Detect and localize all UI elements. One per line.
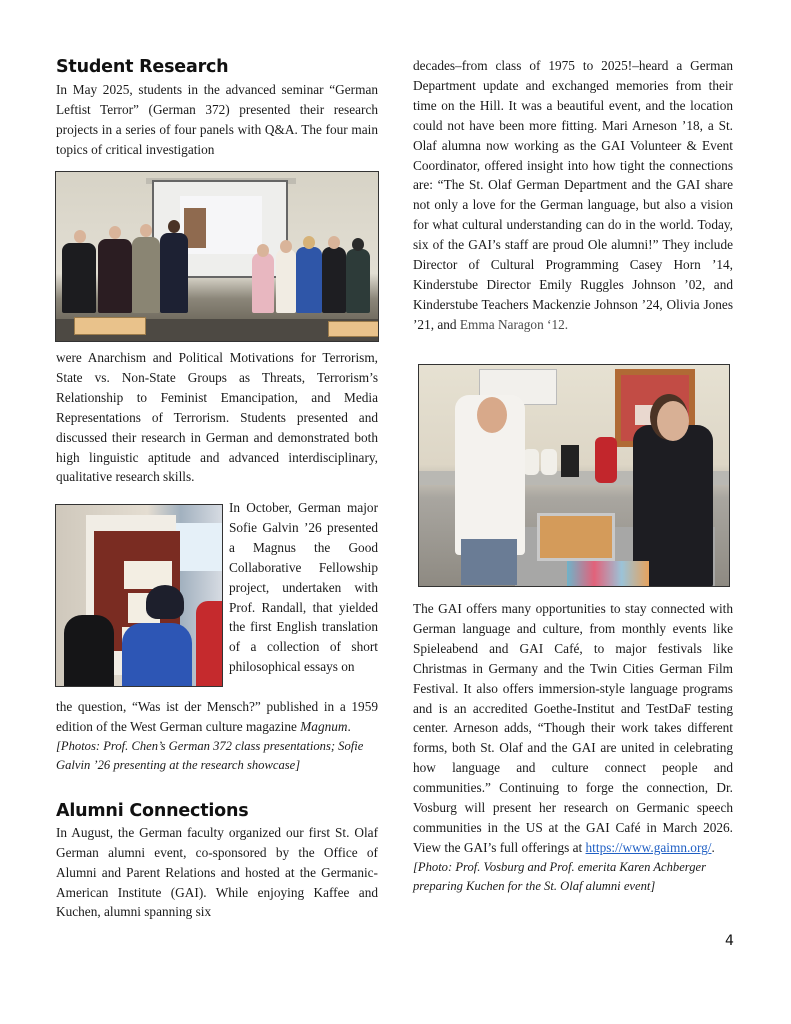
student-research-paragraph-2: In October, German major Sofie Galvin ’26 presented a Magnus the Good Collaborative Fellowship project, undertaken with Prof. Randall, that yielded the first English translation of a collection of short philosophical essays on: [229, 500, 378, 675]
student-research-photo-caption: [Photos: Prof. Chen’s German 372 class presentations; Sofie Galvin ’26 presenting at the research showcase]: [56, 738, 364, 773]
alumni-connections-heading: Alumni Connections: [56, 800, 249, 821]
right-column: [413, 56, 733, 335]
alumni-event-kitchen-photo: [418, 364, 730, 587]
left-column: [56, 56, 378, 160]
desk: [74, 317, 146, 335]
classroom-presentation-photo: [55, 171, 379, 342]
stand-mixer: [595, 437, 617, 483]
alumni-paragraph-1: In August, the German faculty organized our first St. Olaf German alumni event, co-sponsored by the Office of Alumni and Parent Relations and hosted at the Germanic-American Institute (GAI). While enjoying Kaffee and Kuchen, alumni spanning six: [56, 824, 378, 920]
cake-tray: [567, 561, 649, 587]
student-research-paragraph-2-continued: the question, “Was ist der Mensch?” published in a 1959 edition of the West German culture magazine Magnum.: [56, 699, 378, 734]
baking-pan: [537, 513, 615, 561]
alumni-photo-caption: [Photo: Prof. Vosburg and Prof. emerita Karen Achberger preparing Kuchen for the St. Olaf alumni event]: [413, 859, 707, 894]
alumni-paragraph-2: The GAI offers many opportunities to stay connected with German language and culture, from monthly events like Spieleabend and GAI Café, to major festivals like Christmas in Germany and the Twin Cities German Film Festival. It also offers immersion-style language programs and is an accredited Goethe-Institut and TestDaF testing center. Arneson adds, “Though their work takes different forms, both St. Olaf and the GAI are united in celebrating how language and culture connect people and communities.” Continuing to forge the connection, Dr. Vosburg will present her research on Germanic speech communities in the US at the GAI Café in March 2026. View the GAI’s full offerings at https://www.gaimn.org/.: [413, 601, 733, 855]
gai-website-link[interactable]: https://www.gaimn.org/: [585, 839, 712, 855]
left-column-cont: [56, 348, 378, 487]
magazine-title: Magnum: [300, 718, 348, 734]
projected-slide: [180, 196, 262, 254]
student-research-paragraph-1: In May 2025, students in the advanced seminar “German Leftist Terror” (German 372) presented their research projects in a series of four panels with Q&A. The four main topics of critical investigation: [56, 82, 378, 157]
page-number: 4: [725, 933, 734, 949]
alumni-paragraph-1-continued: decades–from class of 1975 to 2025!–heard a German Department update and exchanged memories from their time on the Hill. It was a beautiful event, and the location could not have been more fitting. Mari Arneson ’18, a St. Olaf alumna now working as the GAI Volunteer & Event Coordinator, offered insight into how tight the connections are: “The St. Olaf German Department and the GAI share not only a love for the German language, but also a vision for what cultural understanding can do in the world. Today, six of the GAI’s staff are proud Ole alumni!” They include Director of Cultural Programming Casey Horn ’14, Kinderstube Director Emily Ruggles Johnson ’02, and Kinderstube Teachers Mackenzie Johnson ’24, Olivia Jones ’21, and Emma Naragon ‘12.: [413, 58, 733, 332]
research-showcase-photo: [55, 504, 223, 687]
wrapped-text-block: [229, 498, 378, 677]
desk: [328, 321, 379, 337]
student-research-heading: Student Research: [56, 57, 229, 77]
student-research-paragraph-1-continued: were Anarchism and Political Motivations for Terrorism, State vs. Non-State Groups as Threats, Terrorism’s Relationship to Feminist Emancipation, and Media Representations of Terrorism. Students presented and discussed their research in German and demonstrated both high linguistic aptitude and advanced interdisciplinary, qualitative research skills.: [56, 350, 378, 485]
right-column-lower: [413, 599, 733, 897]
alumni-name-emma: Emma Naragon ‘12.: [459, 316, 569, 332]
left-column-lower: [56, 697, 378, 922]
